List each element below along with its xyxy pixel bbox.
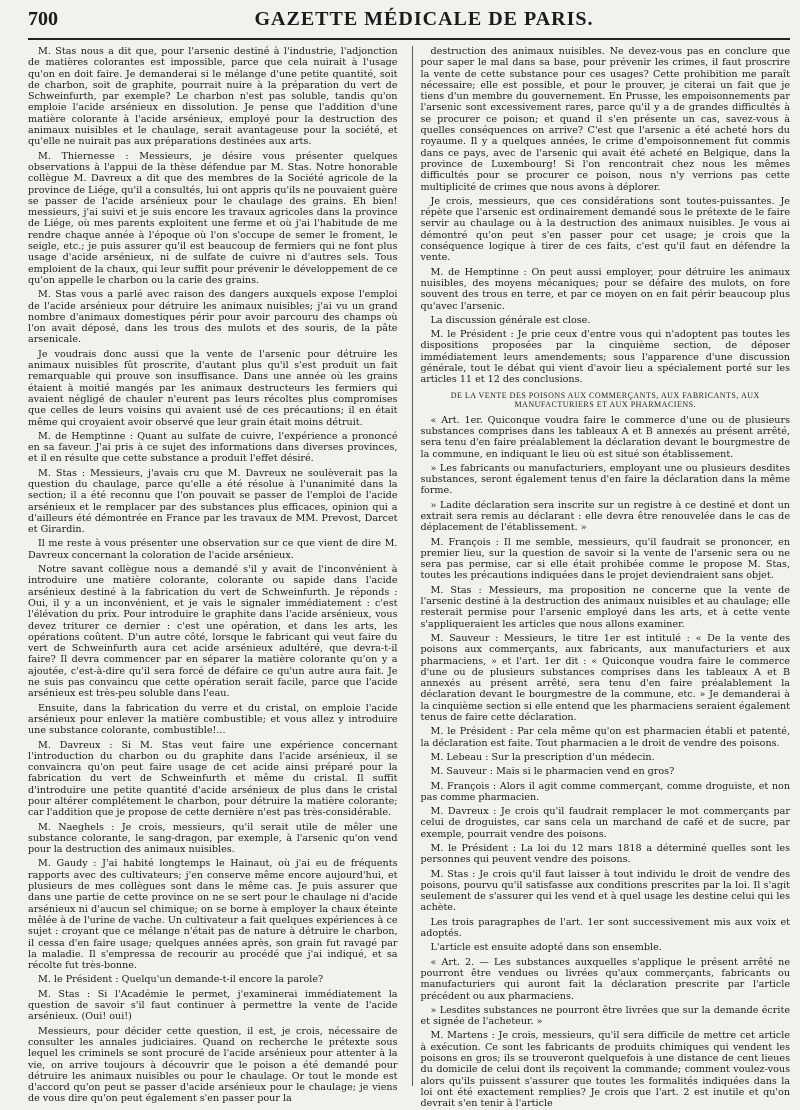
paragraph: La discussion générale est close. (430, 314, 591, 326)
paragraph: M. Lebeau : Sur la prescription d'un médecin. (430, 751, 655, 763)
paragraph: M. François : Il me semble, messieurs, qu'il faudrait se prononcer, en premier lieu, sur la question de savoir si la vente de l'arsenic sera ou ne sera pas permise, car si elle était prohibée comme le propose M. Stas, toutes les précautions indiquées dans le projet deviendraient sans objet. (420, 536, 790, 582)
paragraph: « Art. 1er. Quiconque voudra faire le commerce d'une ou de plusieurs substances comprises dans les tableaux A et B annexés au présent arrêté, sera tenu d'en faire préalablement la déclaration devant le bourgmestre de la commune, en indiquant le lieu où est situé son établissement. (420, 414, 790, 460)
paragraph: Ensuite, dans la fabrication du verre et du cristal, on emploie l'acide arsénieux pour enlever la matière combustible; et vous allez y introduire une substance colorante, combustible!... (28, 702, 398, 737)
paragraph: M. Stas : Messieurs, j'avais cru que M. Davreux ne soulèverait pas la question du chaulage, parce qu'elle a été résolue à l'unanimité dans la section; il a été reconnu que l'on pouvait se passer de l'emploi de l'acide arsénieux et le remplacer par des substances plus efficaces, opinion qui a d'ailleurs été démontrée en France par les travaux de MM. Prevost, Darcet et Girardin. (28, 467, 398, 536)
paragraph: Il me reste à vous présenter une observation sur ce que vient de dire M. Davreux concernant la coloration de l'acide arsénieux. (28, 538, 398, 561)
paragraph: M. le Président : Quelqu'un demande-t-il encore la parole? (38, 974, 324, 986)
paragraph: M. Sauveur : Mais si le pharmacien vend en gros? (430, 766, 675, 778)
paragraph: Les trois paragraphes de l'art. 1er sont successivement mis aux voix et adoptés. (420, 916, 790, 940)
paragraph: M. Thiernesse : Messieurs, je désire vous présenter quelques observations à l'appui de la thèse défendue par M. Stas. Notre honorable collègue M. Davreux a dit que des membres de la Société agricole de la province de Liége, qu'il a consultés, lui ont appris qu'ils ne pouvaient guère se passer de l'acide arsénieux pour le chaulage des grains. Eh bien! messieurs, j'ai suivi et je suis encore les travaux agricoles dans la province de Liége, où mes parents exploitent une ferme et où j'ai l'habitude de me rendre chaque année à l'époque où l'on s'occupe de semer le froment, le seigle, etc.; je puis assurer qu'il est beaucoup de fermiers qui ne font plus usage d'acide arsénieux, ni de sulfate de cuivre ni d'autres sels. Tous emploient de la chaux, qui leur suffit pour prévenir le développement de ce qu'on appelle le charbon ou la carie des grains. (28, 150, 398, 286)
paragraph: « Art. 2. — Les substances auxquelles s'applique le présent arrêté ne pourront être vendues ou livrées qu'aux commerçants, fabricants ou manufacturiers qui auront fait la déclaration prescrite par l'article précédent ou aux pharmaciens. (420, 956, 790, 1002)
paragraph: M. de Hemptinne : On peut aussi employer, pour détruire les animaux nuisibles, des moyens mécaniques; pour se défaire des mulots, on fore souvent des trous en terre, et par ce moyen on en fait périr beaucoup plus qu'avec l'arsenic. (420, 266, 790, 312)
paragraph: M. Naeghels : Je crois, messieurs, qu'il serait utile de mêler une substance colorante, le sang-dragon, par exemple, à l'arsenic qu'on vend pour la destruction des animaux nuisibles. (28, 821, 398, 856)
paragraph: M. Gaudy : J'ai habité longtemps le Hainaut, où j'ai eu de fréquents rapports avec des cultivateurs; j'en conserve même encore aujourd'hui, et plusieurs de mes collègues sont dans le même cas. Je puis assurer que dans une partie de cette province on ne se sert pour le chaulage ni d'acide arsénieux ni d'aucun sel chimique; on se borne à employer la chaux éteinte mêlée à de l'urine de vache. Un cultivateur a fait quelques expériences à ce sujet : croyant que ce mélange n'était pas de nature à détruire le charbon, il cessa d'en faire usage; quelques années après, son grain fut ravagé par la maladie. Il s'empressa de recourir au procédé que j'ai indiqué, et sa récolte fut très-bonne. (28, 858, 398, 972)
paragraph: destruction des animaux nuisibles. Ne devez-vous pas en conclure que pour saper le mal dans sa base, pour prévenir les crimes, il faut proscrire la vente de cette substance pour ces usages? Cette prohibition me paraît nécessaire; elle est possible, et pour le prouver, je citerai un fait que je tiens d'un membre du gouvernement. En Prusse, les empoisonnements par l'arsenic sont excessivement rares, parce qu'il y a de grandes difficultés à se procurer ce poison; et quand il s'en présente un cas, savez-vous à quelles conséquences on arrive? C'est que l'arsenic a été acheté hors du royaume. Il y a quelques années, le crime d'empoisonnement fut commis dans ce pays, avec de l'arsenic qui avait été acheté en Belgique, dans la province de Luxembourg! Si l'on rencontrait chez nous les mêmes difficultés pour se procurer ce poison, nous n'y verrions pas cette multiplicité de crimes que nous avons à déplorer. (420, 46, 790, 193)
paragraph: » Les fabricants ou manufacturiers, employant une ou plusieurs desdites substances, seront également tenus d'en faire la déclaration dans la même forme. (420, 462, 790, 497)
right-column (412, 46, 791, 1110)
paragraph: M. de Hemptinne : Quant au sulfate de cuivre, l'expérience a prononcé en sa faveur. J'ai pris à ce sujet des informations dans diverses provinces, et il en résulte que cette substance a produit l'effet désiré. (28, 430, 398, 465)
page-header (28, 8, 790, 40)
paragraph: Notre savant collègue nous a demandé s'il y avait de l'inconvénient à introduire une matière colorante, colorante ou sapide dans l'acide arsénieux destiné à la fabrication du vert de Schweinfurth. Je réponds : Oui, il y a un inconvénient, et je vais le signaler immédiatement : c'est l'élévation du prix. Pour introduire le graphite dans l'acide arsénieux, vous devez triturer ce dernier : c'est une opération, et dans les arts, les opérations coûtent. D'un autre côté, lorsque le fabricant qui veut faire du vert de Schweinfurth aura cet acide arsénieux adultéré, que devra-t-il faire? Il devra commencer par en séparer la matière colorante qu'on y a ajoutée, c'est-à-dire qu'il sera forcé de défaire ce qu'un autre aura fait. Je ne suis pas convaincu que cette opération serait facile, parce que l'acide arsénieux est très-peu soluble dans l'eau. (28, 564, 398, 700)
paragraph: Je crois, messieurs, que ces considérations sont toutes-puissantes. Je répète que l'arsenic est ordinairement demandé sous le prétexte de le faire servir au chaulage ou à la destruction des animaux nuisibles. Je vous ai démontré qu'on peut s'en passer pour cet usage; je crois que la conséquence logique à tirer de ces faits, c'est qu'il faut en défendre la vente. (420, 195, 790, 264)
page-number: 700 (28, 8, 58, 30)
paragraph: M. le Président : Je prie ceux d'entre vous qui n'adoptent pas toutes les dispositions proposées par la cinquième section, de déposer immédiatement leurs amendements; sous l'apparence d'une discussion générale, tout le débat qui vient d'avoir lieu a spécialement porté sur les articles 11 et 12 des conclusions. (420, 329, 790, 386)
paragraph: » Ladite déclaration sera inscrite sur un registre à ce destiné et dont un extrait sera remis au déclarant : elle devra être renouvelée dans le cas de déplacement de l'établissement. » (420, 499, 790, 534)
paragraph: M. Stas nous a dit que, pour l'arsenic destiné à l'industrie, l'adjonction de matières colorantes est impossible, parce que cela nuirait à l'usage qu'on en doit faire. Je demanderai si le mélange d'une petite quantité, soit de charbon, soit de graphite, pourrait nuire à la préparation du vert de Schweinfurth, par exemple? Le charbon n'est pas soluble, tandis qu'on emploie l'acide arsénieux en dissolution. Je pense que l'addition d'une matière colorante à l'acide arsénieux, employé pour la destruction des animaux nuisibles et le chaulage, serait avantageuse pour la société, et qu'elle ne nuirait pas aux préparations destinées aux arts. (28, 46, 398, 148)
section-heading: DE LA VENTE DES POISONS AUX COMMERÇANTS, AUX FABRICANTS, AUX MANUFACTURIERS ET AUX PHARMACIENS. (450, 390, 760, 410)
paragraph: M. le Président : La loi du 12 mars 1818 a déterminé quelles sont les personnes qui peuvent vendre des poisons. (420, 843, 790, 866)
text-columns (28, 46, 790, 1110)
paragraph: Je voudrais donc aussi que la vente de l'arsenic pour détruire les animaux nuisibles fût proscrite, d'autant plus qu'il s'est produit un fait remarquable qui prouve son insuffisance. Dans une année où les grains étaient à moitié mangés par les animaux destructeurs les fermiers qui avaient négligé de chauler n'eurent pas leurs récoltes plus compromises que celles de leurs voisins qui avaient usé de ces précautions; il en était même qui croyaient avoir observé que leur grain était moins détruit. (28, 348, 398, 428)
journal-title: GAZETTE MÉDICALE DE PARIS. (254, 8, 594, 30)
paragraph: » Lesdites substances ne pourront être livrées que sur la demande écrite et signée de l'acheteur. » (420, 1004, 790, 1028)
paragraph: M. Martens : Je crois, messieurs, qu'il sera difficile de mettre cet article à exécution. Ce sont les fabricants de produits chimiques qui vendent les poisons en gros; ils se trouveront quelquefois à une distance de cent lieues du domicile de celui dont ils reçoivent la commande; comment voulez-vous alors qu'ils puissent s'assurer que toutes les formalités indiquées dans la loi ont été exactement remplies? Je crois que l'art. 2 est inutile et qu'on devrait s'en tenir à l'article (420, 1030, 790, 1110)
paragraph: M. Stas : Si l'Académie le permet, j'examinerai immédiatement la question de savoir s'il faut continuer à permettre la vente de l'acide arsénieux. (Oui! oui!) (28, 988, 398, 1023)
paragraph: Messieurs, pour décider cette question, il est, je crois, nécessaire de consulter les annales judiciaires. Quand on recherche le prétexte sous lequel les criminels se sont procuré de l'acide arsénieux pour attenter à la vie, on arrive toujours à découvrir que le poison a été demandé pour détruire les animaux nuisibles ou pour le chaulage. Or tout le monde est d'accord qu'on peut se passer d'acide arsénieux pour le chaulage; je viens de vous dire qu'on peut également s'en passer pour la (28, 1025, 398, 1105)
paragraph: M. Sauveur : Messieurs, le titre 1er est intitulé : « De la vente des poisons aux commerçants, aux fabricants, aux manufacturiers et aux pharmaciens, » et l'art. 1er dit : « Quiconque voudra faire le commerce d'une ou de plusieurs substances comprises dans les tableaux A et B annexés au présent arrêté, sera tenu d'en faire préalablement la déclaration devant le bourgmestre de la commune, etc. » Je demanderai à la cinquième section si elle entend que les pharmaciens seraient également tenus de faire cette déclaration. (420, 632, 790, 724)
paragraph: M. Stas : Messieurs, ma proposition ne concerne que la vente de l'arsenic destiné à la destruction des animaux nuisibles et au chaulage; elle resterait permise pour l'arsenic employé dans les arts, et à cette vente s'appliqueraient les articles que nous allons examiner. (420, 584, 790, 630)
left-column (28, 46, 402, 1105)
paragraph: M. Davreux : Je crois qu'il faudrait remplacer le mot commerçants par celui de droguistes, car sans cela un marchand de café et de sucre, par exemple, pourrait vendre des poisons. (420, 806, 790, 840)
paragraph: M. François : Alors il agit comme commerçant, comme droguiste, et non pas comme pharmacien. (420, 780, 790, 803)
paragraph: M. Davreux : Si M. Stas veut faire une expérience concernant l'introduction du charbon ou du graphite dans l'acide arsénieux, il se convaincra qu'on peut faire usage de cet acide ainsi préparé pour la fabrication du vert de Schweinfurth et même du cristal. Il suffit d'introduire une petite quantité d'acide arsénieux de plus dans le cristal pour altérer complétement le charbon, pour détruire la matière colorante; car l'addition que je propose de cette dernière n'est pas très-considérable. (28, 739, 398, 819)
paragraph: M. Stas vous a parlé avec raison des dangers auxquels expose l'emploi de l'acide arsénieux pour détruire les animaux nuisibles; j'ai vu un grand nombre d'animaux domestiques périr pour avoir parcouru des champs où l'on avait déposé, dans les trous des mulots et des souris, de la pâte arsenicale. (28, 289, 398, 346)
paragraph: M. le Président : Par cela même qu'on est pharmacien établi et patenté, la déclaration est faite. Tout pharmacien a le droit de vendre des poisons. (420, 726, 790, 749)
paragraph: M. Stas : Je crois qu'il faut laisser à tout individu le droit de vendre des poisons, pourvu qu'il satisfasse aux conditions prescrites par la loi. Il s'agit seulement de s'assurer qui les vend et à quel usage les destine celui qui les achète. (420, 868, 790, 914)
paragraph: L'article est ensuite adopté dans son ensemble. (430, 942, 662, 954)
